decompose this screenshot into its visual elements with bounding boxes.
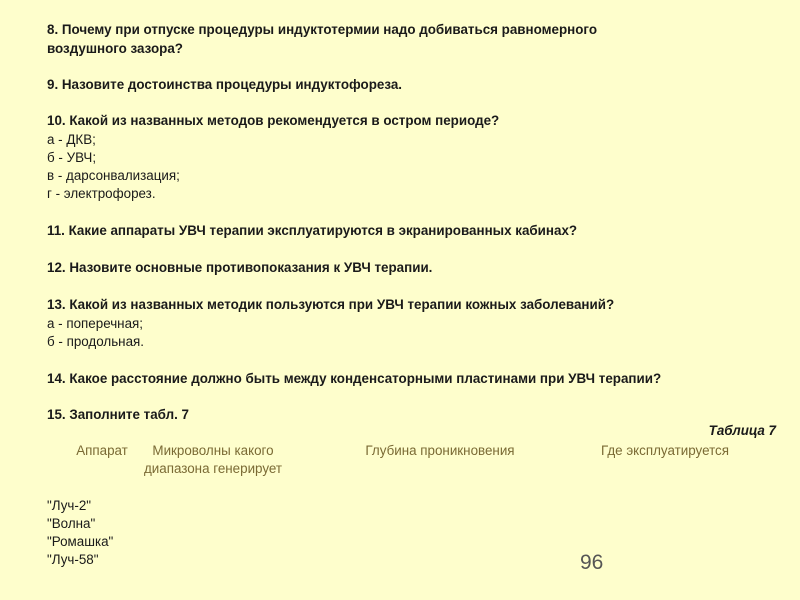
table-row: "Ромашка" (47, 534, 114, 549)
table-row: "Луч-2" (47, 498, 92, 513)
q13-option-b: б - продольная. (47, 334, 144, 349)
table-header-apparatus: Аппарат (76, 443, 128, 458)
question-14: 14. Какое расстояние должно быть между конденсаторными пластинами при УВЧ терапии? (47, 371, 662, 386)
question-15: 15. Заполните табл. 7 (47, 407, 189, 422)
q10-option-a: а - ДКВ; (47, 132, 96, 147)
question-12: 12. Назовите основные противопоказания к УВЧ терапии. (47, 260, 433, 275)
question-8-line1: 8. Почему при отпуске процедуры индуктотермии надо добиваться равномерного (47, 22, 598, 37)
page-number: 96 (580, 551, 604, 574)
question-13: 13. Какой из названных методик пользуются при УВЧ терапии кожных заболеваний? (47, 297, 615, 312)
table-row: "Луч-58" (47, 552, 99, 567)
q10-option-c: в - дарсонвализация; (47, 168, 180, 183)
table-row: "Волна" (47, 516, 96, 531)
question-11: 11. Какие аппараты УВЧ терапии эксплуатируются в экранированных кабинах? (47, 223, 578, 238)
table-header-microwave-range: Микроволны какого диапазона генерирует (143, 443, 283, 476)
q10-option-d: г - электрофорез. (47, 186, 156, 201)
q10-option-b: б - УВЧ; (47, 150, 97, 165)
table-caption: Таблица 7 (708, 423, 776, 438)
question-10: 10. Какой из названных методов рекомендуется в остром периоде? (47, 113, 500, 128)
question-8-line2: воздушного зазора? (47, 41, 183, 56)
q13-option-a: а - поперечная; (47, 316, 143, 331)
question-9: 9. Назовите достоинства процедуры индуктофореза. (47, 77, 403, 92)
table-header-where-used: Где эксплуатируется (600, 443, 730, 458)
table-header-penetration-depth: Глубина проникновения (365, 443, 515, 458)
